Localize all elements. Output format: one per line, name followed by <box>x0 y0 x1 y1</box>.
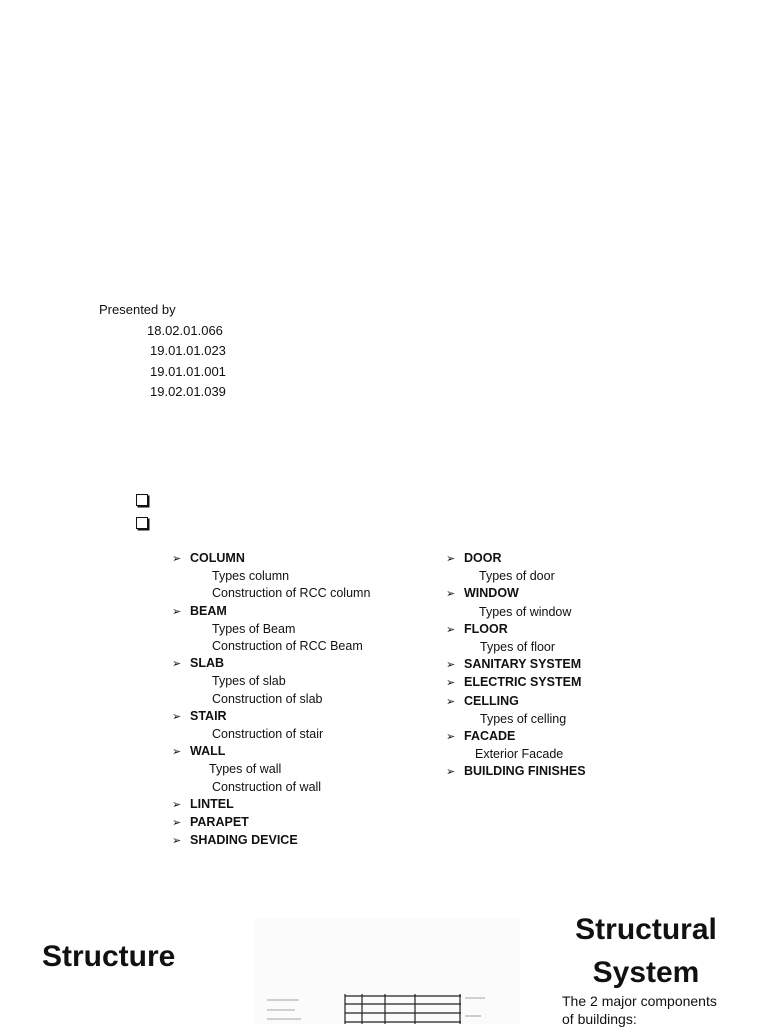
presenter-id: 19.01.01.023 <box>150 343 226 358</box>
slide-heading-structure: Structure <box>42 940 176 973</box>
arrowhead-bullet-icon: ➢ <box>172 835 182 848</box>
topic-item <box>172 603 370 621</box>
arrowhead-bullet-icon: ➢ <box>172 658 182 671</box>
arrowhead-bullet-icon: ➢ <box>446 695 456 708</box>
arrowhead-bullet-icon: ➢ <box>446 588 456 601</box>
topic-label: LINTEL <box>190 796 234 811</box>
topic-label: WALL <box>190 744 226 759</box>
topic-item <box>172 814 370 832</box>
presenter-id: 19.02.01.039 <box>150 384 226 399</box>
subtopic-item: Construction of stair <box>212 727 324 742</box>
arrowhead-bullet-icon: ➢ <box>172 798 182 811</box>
subtopic-item: Types of celling <box>480 711 567 726</box>
subtopic-item: Types of slab <box>212 674 286 689</box>
topic-item <box>446 763 586 781</box>
topic-label: SHADING DEVICE <box>190 833 298 848</box>
heading-line: Structural <box>575 913 717 946</box>
topic-label: COLUMN <box>190 551 245 565</box>
heading-line: System <box>592 956 700 989</box>
topic-item <box>446 728 586 746</box>
subtopic-item: Construction of slab <box>212 691 323 706</box>
topic-label: PARAPET <box>190 815 249 830</box>
arrowhead-bullet-icon: ➢ <box>446 731 456 744</box>
topic-item <box>446 693 586 711</box>
topic-label: SLAB <box>190 656 225 671</box>
topic-item <box>446 621 586 639</box>
topic-label: DOOR <box>464 551 502 565</box>
topic-item <box>446 585 586 603</box>
body-line: of buildings: <box>562 1011 637 1027</box>
topic-item <box>172 743 370 761</box>
checkbox-icon <box>136 517 148 529</box>
topic-item <box>172 708 370 726</box>
topic-item <box>446 674 586 692</box>
topic-label: FLOOR <box>464 621 508 636</box>
arrowhead-bullet-icon: ➢ <box>172 746 182 759</box>
topic-list-left <box>172 550 370 850</box>
presenter-id: 19.01.01.001 <box>150 363 226 379</box>
arrowhead-bullet-icon: ➢ <box>446 659 456 672</box>
arrowhead-bullet-icon: ➢ <box>446 553 456 565</box>
building-section-drawing <box>255 918 520 1024</box>
slide-body-text <box>562 992 752 1028</box>
topic-label: STAIR <box>190 708 227 723</box>
topic-item <box>172 832 370 850</box>
presented-by-label: Presented by <box>99 302 176 317</box>
subtopic-item: Types of window <box>479 604 572 619</box>
topic-item <box>446 550 586 568</box>
arrowhead-bullet-icon: ➢ <box>446 766 456 779</box>
topic-item <box>172 550 370 568</box>
subtopic-item: Types of door <box>479 569 555 584</box>
topic-item <box>446 656 586 674</box>
topic-label: BEAM <box>190 603 227 618</box>
arrowhead-bullet-icon: ➢ <box>172 710 182 723</box>
subtopic-item: Construction of RCC column <box>212 586 371 601</box>
topic-label: WINDOW <box>464 586 519 601</box>
subtopic-item: Types of wall <box>209 762 282 777</box>
topic-label: FACADE <box>464 729 516 744</box>
topic-item <box>172 796 370 814</box>
topic-label: SANITARY SYSTEM <box>464 657 582 672</box>
subtopic-item: Construction of wall <box>212 779 322 794</box>
body-line: The 2 major components <box>562 993 717 1009</box>
subtopic-item: Types of floor <box>480 640 556 655</box>
topic-label: ELECTRIC SYSTEM <box>464 675 582 690</box>
arrowhead-bullet-icon: ➢ <box>446 623 456 636</box>
topic-label: BUILDING FINISHES <box>464 764 586 779</box>
arrowhead-bullet-icon: ➢ <box>172 817 182 830</box>
topic-item <box>172 655 370 673</box>
topic-list-right <box>446 550 586 782</box>
arrowhead-bullet-icon: ➢ <box>172 605 182 618</box>
subtopic-item: Types of Beam <box>212 621 296 636</box>
subtopic-item: Types column <box>212 569 290 584</box>
arrowhead-bullet-icon: ➢ <box>172 553 182 565</box>
subtopic-item: Exterior Facade <box>475 747 564 762</box>
checkbox-icon <box>136 494 148 506</box>
topic-label: CELLING <box>464 693 519 708</box>
presenter-id: 18.02.01.066 <box>147 322 223 338</box>
arrowhead-bullet-icon: ➢ <box>446 677 456 690</box>
presenters-block <box>99 300 226 403</box>
frame-sketch <box>255 918 520 1024</box>
slide-heading-structural-system <box>560 908 732 994</box>
subtopic-item: Construction of RCC Beam <box>212 639 363 654</box>
